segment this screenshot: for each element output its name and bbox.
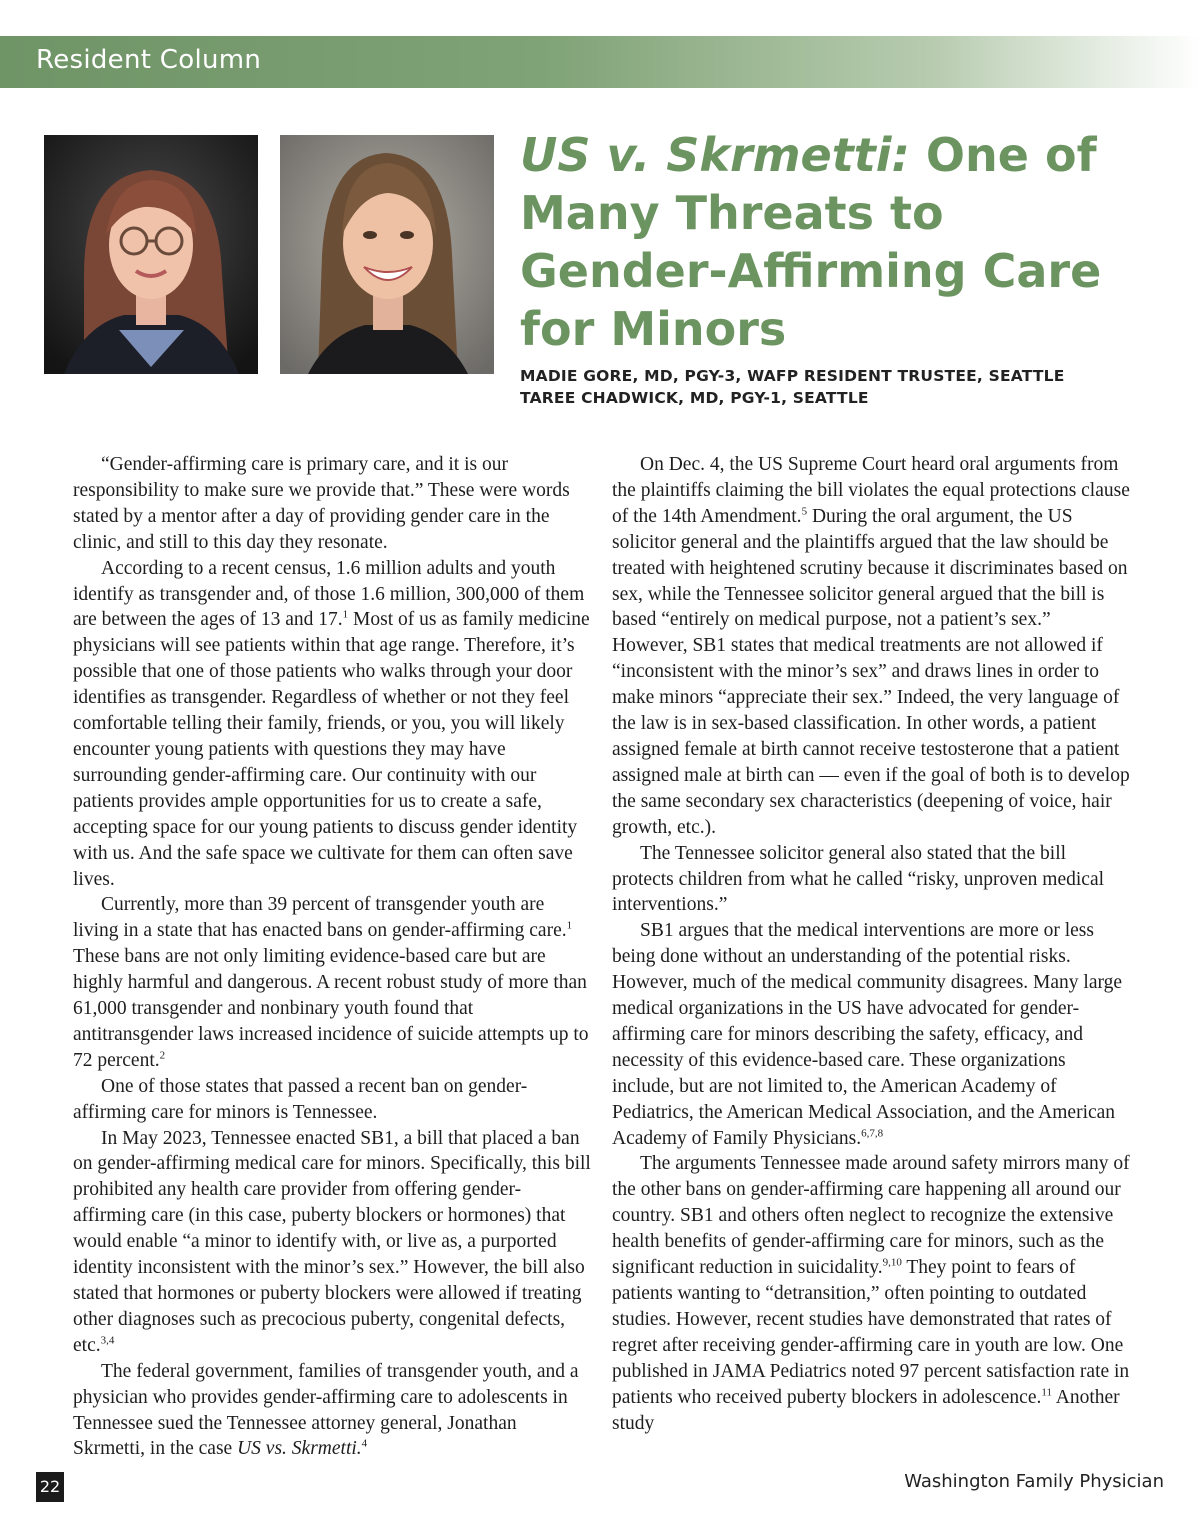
reference-mark: 2	[159, 1049, 166, 1062]
author-photo-taree-chadwick	[280, 135, 494, 374]
reference-mark: 6,7,8	[861, 1127, 884, 1140]
paragraph	[612, 841, 1130, 919]
paragraph-text: According to a recent census, 1.6 million adults and youth identify as transgender and, of those 1.6 million, 300,000 of them are between the ages of 13 and 17.	[73, 557, 585, 631]
article-title-rest: One of Many Threats to Gender-Affirming Care for Minors	[520, 128, 1102, 356]
reference-mark: 1	[342, 608, 349, 621]
paragraph	[612, 918, 1130, 1151]
section-label: Resident Column	[36, 45, 262, 75]
paragraph-text: Currently, more than 39 percent of transgender youth are living in a state that has enacted bans on gender-affirming care.	[73, 894, 567, 942]
reference-mark: 9,10	[882, 1256, 902, 1269]
paragraph-text: In May 2023, Tennessee enacted SB1, a bill that placed a ban on gender-affirming medical care for minors. Specifically, this bill prohibited any health care provider from offering gender-affirming care (in this case, puberty blockers or hormones) that would enable “a minor to identify with, or live as, a purported identity inconsistent with the minor’s sex.” However, the bill also stated that hormones or puberty blockers were allowed if treating other diagnoses such as precocious puberty, congenital defects, etc.	[73, 1127, 591, 1356]
author-photo-madie-gore	[44, 135, 258, 374]
paragraph-text: The arguments Tennessee made around safety mirrors many of the other bans on gender-affirming care happening all around our country. SB1 and others often neglect to recognize the extensive health benefits of gender-affirming care for minors, such as the significant reduction in suicidality.	[612, 1153, 1130, 1279]
paragraph	[73, 452, 591, 556]
reference-mark: 1	[566, 919, 573, 932]
reference-mark: 11	[1041, 1386, 1052, 1399]
paragraph	[73, 556, 591, 893]
author-line-2: TAREE CHADWICK, MD, PGY-1, SEATTLE	[520, 389, 869, 407]
paragraph-text: These bans are not only limiting evidence-based care but are highly harmful and dangerous. A recent robust study of more than 61,000 transgender and nonbinary youth found that antitransgender laws increased incidence of suicide attempts up to 72 percent.	[73, 946, 589, 1071]
paragraph	[73, 1126, 591, 1359]
paragraph-text: Most of us as family medicine physicians will see patients within that age range. Therefore, it’s possible that one of those patients who walks through your door identifies as transgender. Regardless of whether or not they feel comfortable telling their family, friends, or you, you will likely encounter young patients with questions they may have surrounding gender-affirming care. Our continuity with our patients provides ample opportunities for us to create a safe, accepting space for our young patients to discuss gender identity with us. And the safe space we cultivate for them can often save lives.	[73, 609, 590, 890]
case-name: US vs. Skrmetti.	[237, 1438, 362, 1460]
paragraph	[73, 1074, 591, 1126]
paragraph-text: SB1 argues that the medical interventions are more or less being done without an understanding of the potential risks. However, much of the medical community disagrees. Many large medical organizations in the US have advocated for gender-affirming care for minors describing the safety, efficacy, and necessity of this evidence-based care. These organizations include, but are not limited to, the American Academy of Pediatrics, the American Medical Association, and the American Academy of Family Physicians.	[612, 920, 1123, 1149]
section-banner	[0, 36, 1200, 88]
page-number: 22	[36, 1472, 64, 1502]
paragraph	[612, 452, 1130, 841]
paragraph-text: During the oral argument, the US solicitor general and the plaintiffs argued that the law should be treated with heightened scrutiny because it discriminates based on sex, while the Tennessee solicitor general argued that the bill is based “entirely on medical purpose, not a patient’s sex.” However, SB1 states that medical treatments are not allowed if “inconsistent with the minor’s sex” and draws lines in order to make minors “appreciate their sex.” Indeed, the very language of the law is in sex-based classification. In other words, a patient assigned female at birth cannot receive testosterone that a patient assigned male at birth can — even if the goal of both is to develop the same secondary sex characteristics (deepening of voice, hair growth, etc.).	[612, 505, 1130, 838]
journal-name: Washington Family Physician	[904, 1471, 1164, 1492]
paragraph	[73, 892, 591, 1073]
author-line-1: MADIE GORE, MD, PGY-3, WAFP RESIDENT TRUSTEE, SEATTLE	[520, 367, 1065, 385]
paragraph	[73, 1359, 591, 1463]
author-list	[520, 365, 1180, 409]
paragraph-text: They point to fears of patients wanting to “detransition,” often pointing to outdated studies. However, recent studies have demonstrated that rates of regret after receiving gender-affirming care in youth are low. One published in JAMA Pediatrics noted 97 percent satisfaction rate in patients who received puberty blockers in adolescence.	[612, 1257, 1130, 1408]
reference-mark: 3,4	[100, 1334, 115, 1347]
paragraph-text: The Tennessee solicitor general also stated that the bill protects children from what he called “risky, unproven medical interventions.”	[612, 842, 1105, 916]
paragraph	[612, 1151, 1130, 1436]
body-column-left	[73, 452, 591, 1462]
paragraph-text: The federal government, families of transgender youth, and a physician who provides gender-affirming care to adolescents in Tennessee sued the Tennessee attorney general, Jonathan Skrmetti, in the case	[73, 1360, 579, 1460]
article-title-italic: US v. Skrmetti:	[520, 128, 910, 182]
reference-mark: 5	[801, 505, 808, 518]
paragraph-text: On Dec. 4, the US Supreme Court heard oral arguments from the plaintiffs claiming the bill violates the equal protections clause of the 14th Amendment.	[612, 454, 1130, 527]
reference-mark: 4	[361, 1437, 368, 1450]
paragraph-text: “Gender-affirming care is primary care, and it is our responsibility to make sure we provide that.” These were words stated by a mentor after a day of providing gender care in the clinic, and still to this day they resonate.	[73, 454, 570, 553]
body-column-right	[612, 452, 1130, 1436]
paragraph-text: One of those states that passed a recent ban on gender-affirming care for minors is Tennessee.	[73, 1075, 528, 1123]
article-title	[520, 126, 1160, 358]
paragraph-text: Another study	[612, 1386, 1120, 1434]
